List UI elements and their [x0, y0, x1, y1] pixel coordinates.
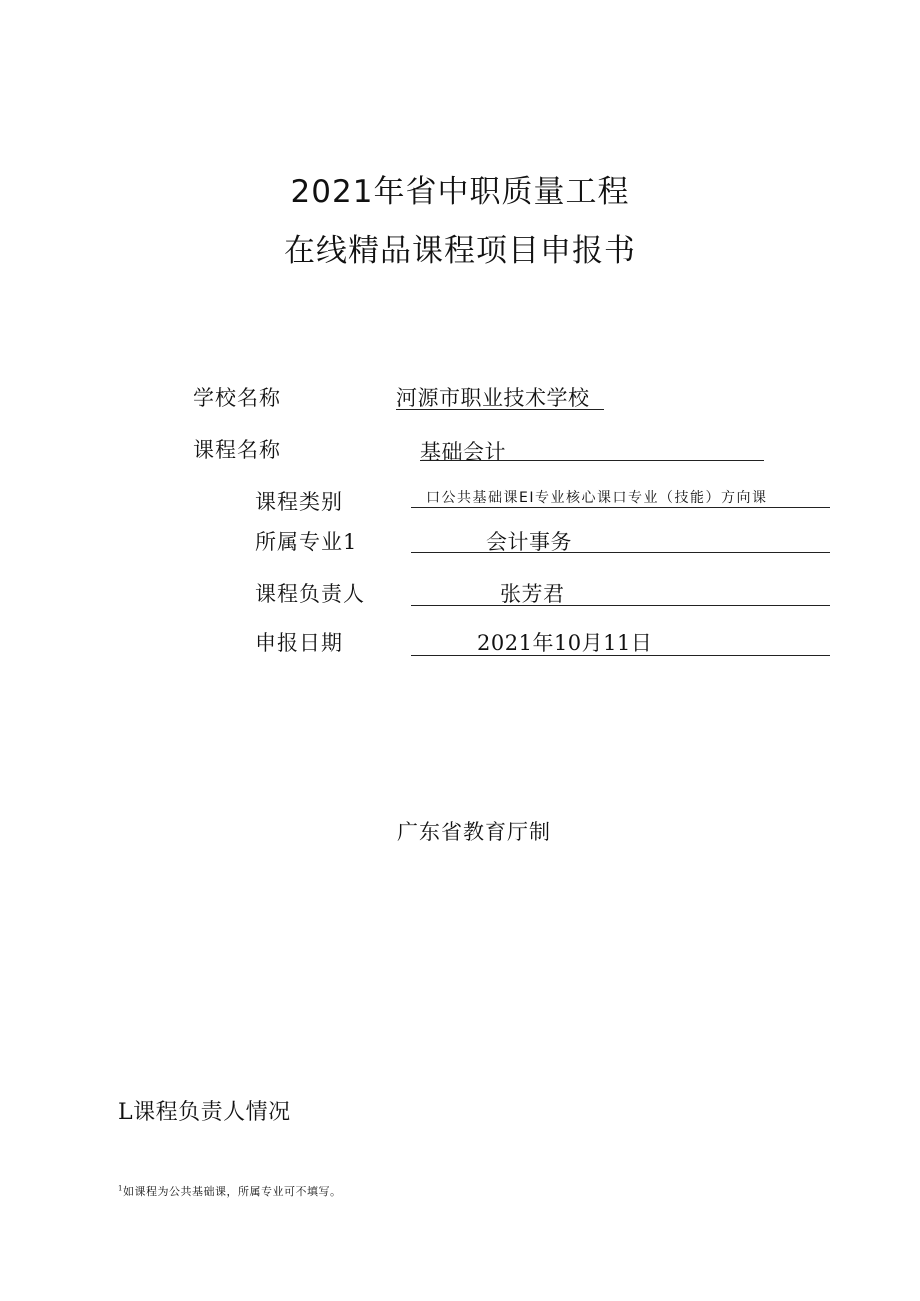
course-category-options: 口公共基础课EI专业核心课口专业（技能）方向课 [426, 490, 768, 506]
course-leader-underline [411, 605, 830, 606]
course-category-underline [411, 507, 830, 508]
school-name-value: 河源市职业技术学校 [396, 386, 590, 410]
school-name-underline [396, 409, 604, 410]
major-underline [411, 552, 830, 553]
school-name-label: 学校名称 [193, 386, 281, 410]
issuer: 广东省教育厅制 [397, 820, 551, 844]
section-heading: L课程负责人情况 [118, 1100, 291, 1125]
footnote-text: 如课程为公共基础课，所属专业可不填写。 [122, 1185, 342, 1198]
course-name-label: 课程名称 [193, 438, 281, 462]
course-category-label: 课程类别 [255, 490, 343, 514]
course-name-value: 基础会计 [420, 440, 506, 464]
title-line-1: 2021年省中职质量工程 [290, 174, 630, 210]
title-line-2: 在线精品课程项目申报书 [284, 233, 636, 269]
course-name-underline [420, 460, 764, 461]
apply-date-underline [411, 655, 830, 656]
apply-date-label: 申报日期 [255, 631, 343, 655]
course-leader-label: 课程负责人 [255, 582, 365, 606]
major-value: 会计事务 [486, 530, 572, 554]
footnote-marker: 1 [118, 1184, 123, 1193]
footnote [118, 1183, 341, 1199]
course-leader-value: 张芳君 [500, 582, 565, 606]
major-label: 所属专业1 [255, 530, 358, 554]
apply-date-value: 2021年10月11日 [477, 631, 653, 655]
